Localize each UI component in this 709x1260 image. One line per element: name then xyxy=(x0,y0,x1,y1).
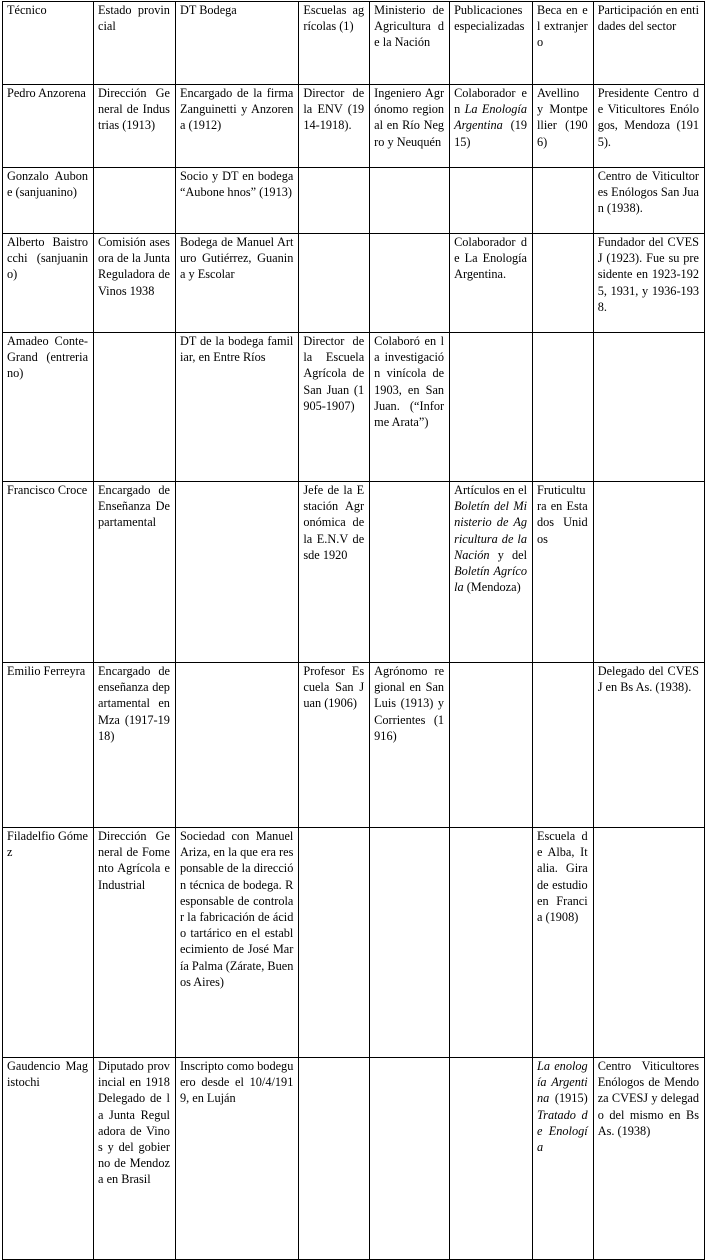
cell-estado: Comisión asesora de la Junta Reguladora de Vinos 1938 xyxy=(94,234,176,333)
cell-estado: Dirección General de Fomento Agrícola e Industrial xyxy=(94,828,176,1058)
cell-tecnico: Amadeo Conte-Grand (entreriano) xyxy=(3,333,94,482)
cell-escuelas: Director de la Escuela Agrícola de San Juan (1905-1907) xyxy=(299,333,370,482)
cell-publicaciones xyxy=(450,168,533,234)
pub-italic: La Enología Argentina xyxy=(454,102,527,133)
cell-beca: Fruticultura en Estados Unidos xyxy=(533,482,594,663)
cell-bodega: Socio y DT en bodega “Aubone hnos” (1913) xyxy=(175,168,298,234)
cell-tecnico: Filadelfio Gómez xyxy=(3,828,94,1058)
header-tecnico: Técnico xyxy=(3,2,94,85)
cell-participacion xyxy=(593,828,704,1058)
cell-publicaciones: Colaborador de La Enología Argentina. xyxy=(450,234,533,333)
pub-italic: Boletín del Ministerio de Agricultura de la Nación xyxy=(454,499,527,562)
cell-participacion: Fundador del CVESJ (1923). Fue su presidente en 1923-1925, 1931, y 1936-1938. xyxy=(593,234,704,333)
header-publicaciones: Publicaciones especializadas xyxy=(450,2,533,85)
cell-beca xyxy=(533,1058,594,1260)
cell-escuelas xyxy=(299,828,370,1058)
cell-escuelas xyxy=(299,168,370,234)
pub-italic: Boletín Agrícola xyxy=(454,564,527,595)
header-beca: Beca en el extranjero xyxy=(533,2,594,85)
cell-bodega xyxy=(175,482,298,663)
table-row xyxy=(3,168,705,234)
pub-text: Artículos en el xyxy=(454,483,527,497)
cell-beca xyxy=(533,234,594,333)
cell-tecnico: Alberto Baistrocchi (sanjuanino) xyxy=(3,234,94,333)
technicians-table xyxy=(2,1,705,1260)
cell-escuelas: Director de la ENV (1914-1918). xyxy=(299,85,370,168)
header-estado-provincial: Estado provincial xyxy=(94,2,176,85)
cell-estado: Diputado provincial en 1918 Delegado de la Junta Reguladora de Vinos y del gobierno de Mendoza en Brasil xyxy=(94,1058,176,1260)
cell-estado xyxy=(94,333,176,482)
cell-estado: Encargado de Enseñanza Departamental xyxy=(94,482,176,663)
beca-text: (1915) xyxy=(549,1091,588,1106)
table-row xyxy=(3,333,705,482)
table-row xyxy=(3,234,705,333)
table-row xyxy=(3,1058,705,1260)
cell-publicaciones xyxy=(450,828,533,1058)
cell-bodega: Inscripto como bodeguero desde el 10/4/1919, en Luján xyxy=(175,1058,298,1260)
cell-beca: Escuela de Alba, Italia. Gira de estudio en Francia (1908) xyxy=(533,828,594,1058)
cell-beca xyxy=(533,663,594,828)
cell-bodega: DT de la bodega familiar, en Entre Ríos xyxy=(175,333,298,482)
cell-beca xyxy=(533,333,594,482)
cell-ministerio: Ingeniero Agrónomo regional en Río Negro y Neuquén xyxy=(370,85,450,168)
cell-ministerio: Colaboró en la investigación vinícola de 1903, en San Juan. (“Informe Arata”) xyxy=(370,333,450,482)
cell-tecnico: Francisco Croce xyxy=(3,482,94,663)
header-dt-bodega: DT Bodega xyxy=(175,2,298,85)
cell-publicaciones xyxy=(450,663,533,828)
pub-text: (Mendoza) xyxy=(463,580,521,595)
cell-bodega: Sociedad con Manuel Ariza, en la que era responsable de la dirección técnica de bodega. Responsable de controlar la fabricación de ácido tartárico en el establecimiento de José María Palma (Zárate, Buenos Aires) xyxy=(175,828,298,1058)
table-row xyxy=(3,663,705,828)
cell-bodega: Bodega de Manuel Arturo Gutiérrez, Guanina y Escolar xyxy=(175,234,298,333)
cell-publicaciones xyxy=(450,85,533,168)
cell-escuelas xyxy=(299,1058,370,1260)
cell-ministerio xyxy=(370,1058,450,1260)
cell-estado: Dirección General de Industrias (1913) xyxy=(94,85,176,168)
cell-ministerio: Agrónomo regional en San Luis (1913) y Corrientes (1916) xyxy=(370,663,450,828)
cell-tecnico: Gonzalo Aubone (sanjuanino) xyxy=(3,168,94,234)
table-row xyxy=(3,85,705,168)
table-row xyxy=(3,828,705,1058)
cell-participacion xyxy=(593,482,704,663)
cell-tecnico: Pedro Anzorena xyxy=(3,85,94,168)
cell-publicaciones xyxy=(450,482,533,663)
cell-publicaciones xyxy=(450,1058,533,1260)
cell-ministerio xyxy=(370,482,450,663)
cell-beca: Avellino y Montpellier (1906) xyxy=(533,85,594,168)
header-escuelas-agricolas: Escuelas agrícolas (1) xyxy=(299,2,370,85)
cell-estado: Encargado de enseñanza departamental en Mza (1917-1918) xyxy=(94,663,176,828)
header-ministerio: Ministerio de Agricultura de la Nación xyxy=(370,2,450,85)
cell-participacion: Centro Viticultores Enólogos de Mendoza CVESJ y delegado del mismo en Bs As. (1938) xyxy=(593,1058,704,1260)
cell-participacion: Delegado del CVESJ en Bs As. (1938). xyxy=(593,663,704,828)
pub-text: (1915) xyxy=(454,118,527,149)
table-row xyxy=(3,482,705,663)
cell-participacion xyxy=(593,333,704,482)
cell-ministerio xyxy=(370,828,450,1058)
header-participacion: Participación en entidades del sector xyxy=(593,2,704,85)
beca-italic: La enología Argentina xyxy=(537,1059,588,1106)
cell-bodega: Encargado de la firma Zanguinetti y Anzorena (1912) xyxy=(175,85,298,168)
cell-escuelas: Jefe de la Estación Agronómica de la E.N.V desde 1920 xyxy=(299,482,370,663)
cell-participacion: Centro de Viticultores Enólogos San Juan (1938). xyxy=(593,168,704,234)
cell-ministerio xyxy=(370,234,450,333)
pub-text: y del xyxy=(489,547,527,562)
table-header-row xyxy=(3,2,705,85)
cell-escuelas: Profesor Escuela San Juan (1906) xyxy=(299,663,370,828)
pub-text: Colaborador en xyxy=(454,86,527,117)
cell-tecnico: Gaudencio Magistochi xyxy=(3,1058,94,1260)
beca-italic: Tratado de Enología xyxy=(537,1107,588,1155)
cell-ministerio xyxy=(370,168,450,234)
cell-publicaciones xyxy=(450,333,533,482)
cell-estado xyxy=(94,168,176,234)
cell-escuelas xyxy=(299,234,370,333)
cell-beca xyxy=(533,168,594,234)
cell-participacion: Presidente Centro de Viticultores Enólogos, Mendoza (1915). xyxy=(593,85,704,168)
cell-bodega xyxy=(175,663,298,828)
cell-tecnico: Emilio Ferreyra xyxy=(3,663,94,828)
